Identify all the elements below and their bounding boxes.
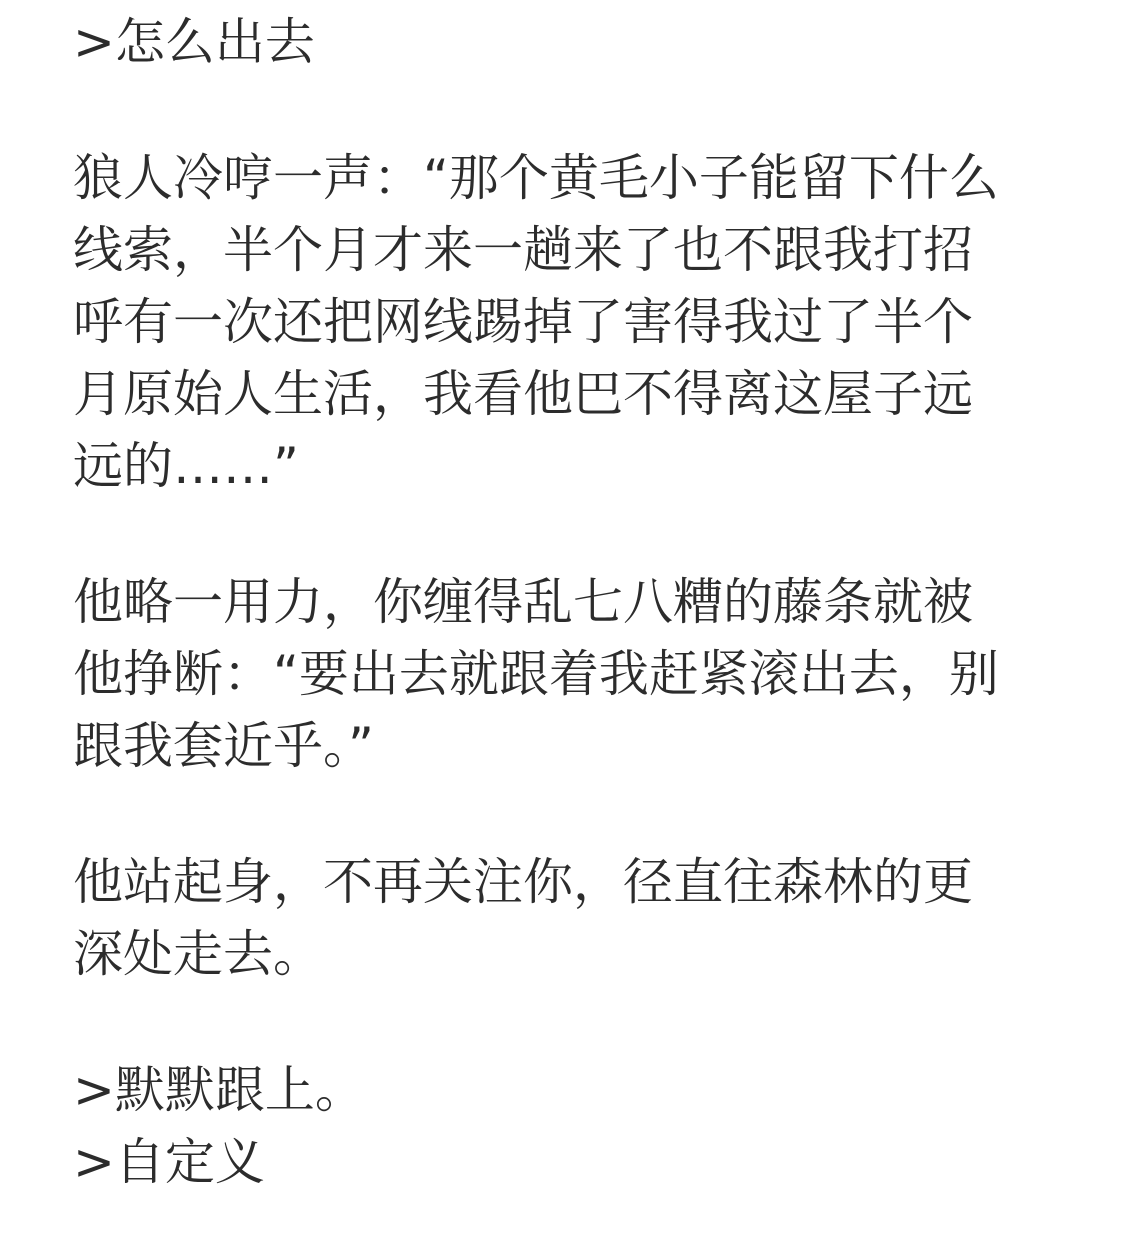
text-line: 他略一用力，你缠得乱七八糟的藤条就被 — [73, 573, 973, 631]
paragraph-gap — [73, 78, 1048, 142]
choice-follow-silently[interactable]: >默默跟上。 — [73, 1061, 365, 1119]
text-line: 跟我套近乎。” — [73, 717, 374, 775]
paragraph-walks-away — [73, 846, 1048, 990]
choice-custom[interactable]: >自定义 — [73, 1133, 265, 1191]
story-page — [73, 6, 1048, 1198]
text-line: 呼有一次还把网线踢掉了害得我过了半个 — [73, 293, 973, 351]
choice-list — [73, 1054, 1048, 1198]
text-line: 远的……” — [73, 437, 299, 495]
text-line: 线索，半个月才来一趟来了也不跟我打招 — [73, 221, 973, 279]
choice-how-to-get-out[interactable]: >怎么出去 — [73, 13, 315, 71]
text-line: 深处走去。 — [73, 925, 323, 983]
paragraph-vines-broken — [73, 566, 1048, 782]
paragraph-gap — [73, 782, 1048, 846]
text-line: 月原始人生活，我看他巴不得离这屋子远 — [73, 365, 973, 423]
text-line: 他挣断：“要出去就跟着我赶紧滚出去，别 — [73, 645, 999, 703]
paragraph-gap — [73, 502, 1048, 566]
paragraph-gap — [73, 990, 1048, 1054]
text-line: 狼人冷哼一声：“那个黄毛小子能留下什么 — [73, 149, 999, 207]
paragraph-werewolf-speech — [73, 142, 1048, 502]
text-line: 他站起身，不再关注你，径直往森林的更 — [73, 853, 973, 911]
